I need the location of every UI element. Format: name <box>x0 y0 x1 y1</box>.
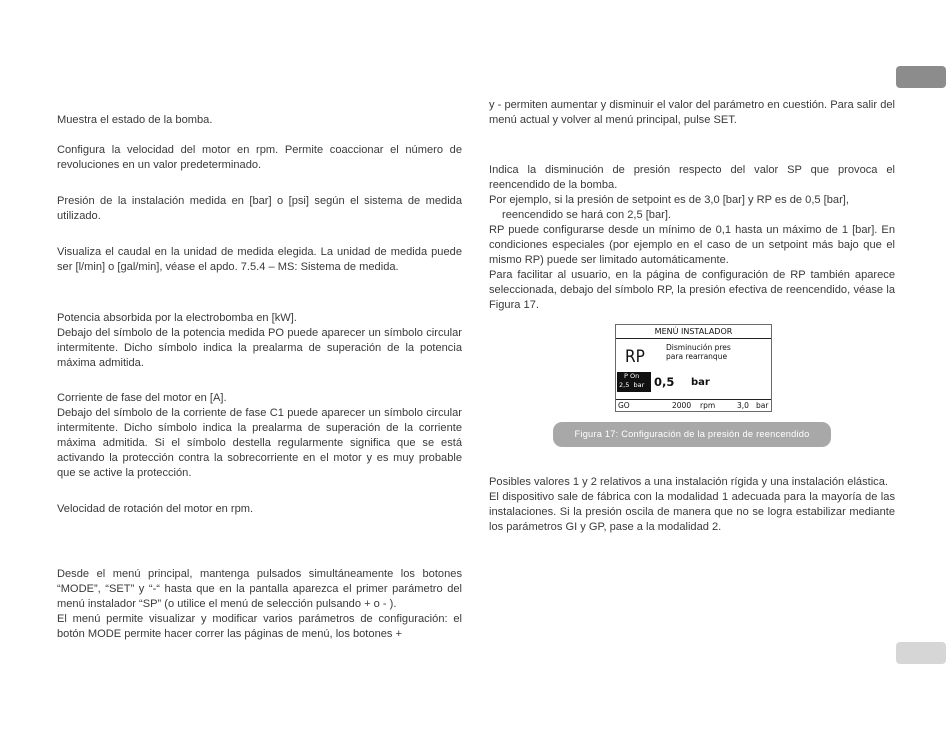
current-description: Corriente de fase del motor en [A]. Debajo del símbolo de la corriente de fase C1 puede aparecer un símbolo circular intermitente. Dicho símbolo indica la prealarma de superación de la corriente máxima admitida. Si el símbolo destella regularmente significa que se está activando la protección contra la sobrecorriente en el motor y es muy probable que se active la protección. <box>57 392 462 479</box>
menu-navigation-text: y - permiten aumentar y disminuir el valor del parámetro en cuestión. Para salir del menú actual y volver al menú principal, pulse SET. <box>489 99 895 126</box>
flow-description: Visualiza el caudal en la unidad de medida elegida. La unidad de medida puede ser [l/min] o [gal/min], véase el apdo. 7.5.4 – MS: Sistema de medida. <box>57 246 462 273</box>
installer-menu-description: Desde el menú principal, mantenga pulsados simultáneamente los botones “MODE”, “SET” y “-“ hasta que en la pantalla aparezca el primer parámetro del menú instalador “SP” (o utilice el menú de selección pulsando + o - ). El menú permite visualizar y modificar varios parámetros de configuración: el botón MODE permite hacer correr las páginas de menú, los botones + <box>57 568 462 640</box>
lcd-parameter-symbol: RP <box>625 347 645 367</box>
page-number-tab <box>896 642 946 664</box>
rotation-speed-description: Velocidad de rotación del motor en rpm. <box>57 503 254 515</box>
motor-speed-setting-description: Configura la velocidad del motor en rpm. Permite coaccionar el número de revoluciones en un valor predeterminado. <box>57 144 462 171</box>
lcd-parameter-description: Disminución pres para rearranque <box>666 343 731 361</box>
lcd-status-bar: GO 2000 rpm 3,0 bar <box>616 399 771 411</box>
lcd-parameter-value: 0,5 <box>654 375 675 389</box>
rp-description: Indica la disminución de presión respecto del valor SP que provoca el reencendido de la bomba. Por ejemplo, si la presión de setpoint es de 3,0 [bar] y RP es de 0,5 [bar], reencendido se hará con 2,5 [bar]. RP puede configurarse desde un mínimo de 0,1 hasta un máximo de 1 [bar]. En condiciones especiales (por ejemplo en el caso de un setpoint más bajo que el mismo RP) puede ser limitado automáticamente. Para facilitar al usuario, en la página de configuración de RP también aparece seleccionada, debajo del símbolo RP, la presión efectiva de reencendido, véase la Figura 17. <box>489 164 895 311</box>
mode-description: Posibles valores 1 y 2 relativos a una instalación rígida y una instalación elástica. El dispositivo sale de fábrica con la modalidad 1 adecuada para la mayoría de las instalaciones. Si la presión oscila de manera que no se logra estabilizar mediante los parámetros GI y GP, pase a la modalidad 2. <box>489 476 895 533</box>
lcd-menu-title: MENÚ INSTALADOR <box>616 325 771 339</box>
lcd-display-figure <box>615 324 772 412</box>
chapter-tab <box>896 66 946 88</box>
figure-caption: Figura 17: Configuración de la presión de reencendido <box>553 422 831 447</box>
lcd-parameter-unit: bar <box>691 377 710 388</box>
status-description: Muestra el estado de la bomba. <box>57 114 213 126</box>
lcd-restart-pressure-box: P On 2,5 bar <box>617 372 651 392</box>
power-description: Potencia absorbida por la electrobomba en [kW]. Debajo del símbolo de la potencia medida PO puede aparecer un símbolo circular intermitente. Dicho símbolo indica la prealarma de superación de la potencia máxima admitida. <box>57 312 462 369</box>
pressure-description: Presión de la instalación medida en [bar] o [psi] según el sistema de medida utilizado. <box>57 195 462 222</box>
